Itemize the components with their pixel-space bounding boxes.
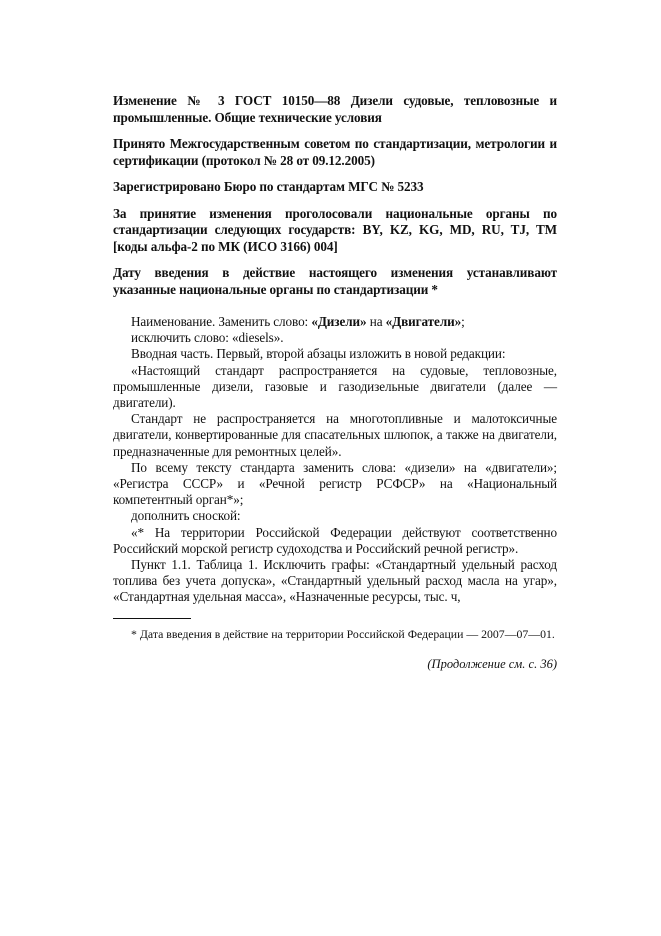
amendment-body xyxy=(113,314,557,606)
footnote: * Дата введения в действие на территории Российской Федерации — 2007—07—01. xyxy=(131,626,555,641)
paragraph-clause-1-1: Пункт 1.1. Таблица 1. Исключить графы: «Стандартный удельный расход топлива без учета допуска», «Стандартный удельный расход масла на угар», «Стандартная удельная масса», «Назначенные ресурсы, тыс. ч, xyxy=(113,557,557,605)
document-page xyxy=(113,93,557,672)
text-fragment: ; xyxy=(461,314,465,329)
registration-statement: Зарегистрировано Бюро по стандартам МГС № 5233 xyxy=(113,179,424,194)
adoption-statement: Принято Межгосударственным советом по стандартизации, метрологии и сертификации (протокол № 28 от 09.12.2005) xyxy=(113,136,557,168)
paragraph-footnote-text: «* На территории Российской Федерации действуют соответственно Российский морской регистр судоходства и Российский речной регистр». xyxy=(113,524,557,556)
paragraph-replace-words: По всему тексту стандарта заменить слова: «дизели» на «двигатели»; «Регистра СССР» и «Речной регистр РСФСР» на «Национальный компетентный орган*»; xyxy=(113,459,557,508)
old-word: «Дизели» xyxy=(311,314,367,329)
effective-date-statement: Дату введения в действие настоящего изменения устанавливают указанные национальные органы по стандартизации * xyxy=(113,265,557,297)
paragraph-add-footnote: дополнить сноской: xyxy=(131,508,241,524)
continuation-note: (Продолжение см. с. 36) xyxy=(427,656,557,671)
voting-statement: За принятие изменения проголосовали национальные органы по стандартизации следующих государств: BY, KZ, KG, MD, RU, TJ, TM [коды альфа-2 по МК (ИСО 3166) 004] xyxy=(113,205,557,254)
paragraph-intro: Вводная часть. Первый, второй абзацы изложить в новой редакции: xyxy=(131,346,506,362)
footnote-divider xyxy=(113,618,191,619)
paragraph-exclude-word: исключить слово: «diesels». xyxy=(131,330,284,346)
paragraph-exclusions: Стандарт не распространяется на многотопливные и малотоксичные двигатели, конвертированные для спасательных шлюпок, а также на двигатели, предназначенные для ремонтных целей». xyxy=(113,411,557,459)
paragraph-scope: «Настоящий стандарт распространяется на судовые, тепловозные, промышленные дизели, газовые и газодизельные двигатели (далее — двигатели). xyxy=(113,362,557,411)
paragraph-name-change xyxy=(113,314,557,330)
text-fragment: Наименование. Заменить слово: xyxy=(131,314,312,329)
amendment-title: Изменение № 3 ГОСТ 10150—88 Дизели судовые, тепловозные и промышленные. Общие технические условия xyxy=(113,93,557,125)
new-word: «Двигатели» xyxy=(385,314,462,329)
text-fragment: на xyxy=(366,314,386,329)
